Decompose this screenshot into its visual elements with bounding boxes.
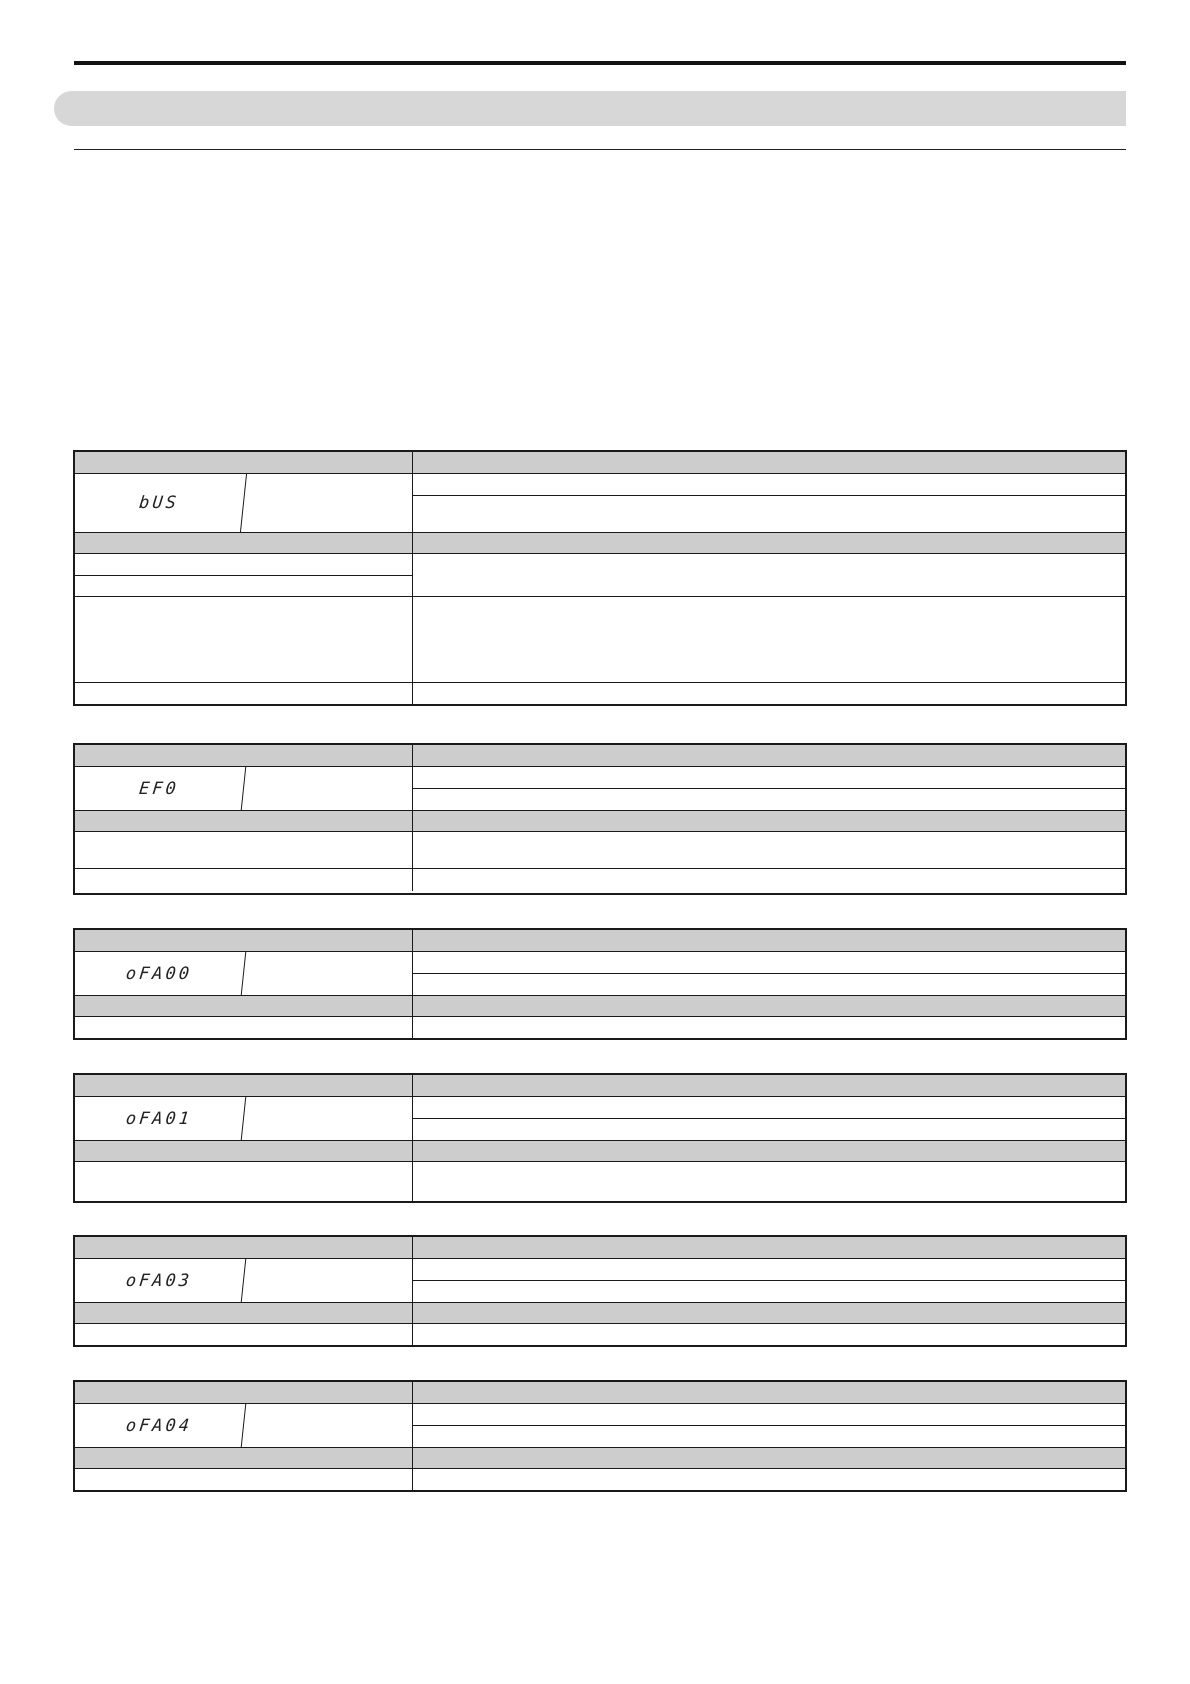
fault-table-ofa00 <box>73 928 1127 1040</box>
fault-name-cell <box>244 1259 412 1302</box>
display-cell <box>75 1404 413 1447</box>
display-cell <box>75 474 413 532</box>
cause-row <box>75 596 1125 682</box>
header-cell-name <box>413 1075 1125 1096</box>
remedy-cell <box>413 832 1125 868</box>
fault-description-cells <box>413 1259 1125 1302</box>
header-cell-name <box>413 452 1125 473</box>
remedy-cell <box>413 1162 1125 1201</box>
fault-name-cell <box>244 474 412 532</box>
description-line <box>413 1404 1125 1425</box>
header-cell-name <box>413 745 1125 766</box>
header-cell-name <box>413 930 1125 951</box>
cause-cell <box>75 1162 413 1201</box>
header-cell-cause <box>75 1448 413 1468</box>
display-cell <box>75 1259 413 1302</box>
section-heading-band <box>54 91 1126 126</box>
description-line <box>413 474 1125 495</box>
header-cell-cause <box>75 996 413 1016</box>
description-line <box>413 788 1125 810</box>
display-cell <box>75 1097 413 1140</box>
header-cell-display <box>75 930 413 951</box>
fault-description-cells <box>413 952 1125 995</box>
remedy-cell <box>413 1324 1125 1345</box>
table-header-row <box>75 745 1125 766</box>
cause-cell <box>75 683 413 704</box>
header-cell-remedy <box>413 1141 1125 1161</box>
cause-cell <box>75 1017 413 1038</box>
cause-cell <box>75 597 413 682</box>
fault-name-cell <box>244 1097 412 1140</box>
display-row <box>75 766 1125 810</box>
table-header-row <box>75 930 1125 951</box>
header-cell-display <box>75 1075 413 1096</box>
fault-table-bus <box>73 450 1127 706</box>
cause-cell <box>75 554 413 596</box>
fault-table-ofa01 <box>73 1073 1127 1203</box>
header-cell-display <box>75 745 413 766</box>
description-line <box>413 1259 1125 1280</box>
cause-row <box>75 1323 1125 1345</box>
header-cell-display <box>75 1382 413 1403</box>
description-line <box>413 1280 1125 1302</box>
cause-cell <box>75 1469 413 1490</box>
table-header-row <box>75 452 1125 473</box>
fault-code-display: oFA00 <box>73 952 247 995</box>
header-cell-remedy <box>413 996 1125 1016</box>
header-cell-name <box>413 1237 1125 1258</box>
cause-cell <box>75 869 413 891</box>
fault-name-cell <box>244 952 412 995</box>
header-cell-cause <box>75 811 413 831</box>
cause-row <box>75 1161 1125 1201</box>
header-cell-name <box>413 1382 1125 1403</box>
fault-table-ef0 <box>73 743 1127 895</box>
fault-code-display: oFA03 <box>73 1259 247 1302</box>
display-row <box>75 473 1125 532</box>
fault-description-cells <box>413 1404 1125 1447</box>
fault-table-ofa04 <box>73 1380 1127 1492</box>
remedy-cell <box>413 1017 1125 1038</box>
cause-remedy-header-row <box>75 1302 1125 1323</box>
description-line <box>413 767 1125 788</box>
top-rule <box>74 61 1126 65</box>
cause-line <box>75 575 412 597</box>
display-cell <box>75 767 413 810</box>
cause-row <box>75 682 1125 704</box>
table-header-row <box>75 1075 1125 1096</box>
fault-table-ofa03 <box>73 1235 1127 1347</box>
fault-code-display: oFA04 <box>73 1404 247 1447</box>
display-row <box>75 1258 1125 1302</box>
header-cell-remedy <box>413 533 1125 553</box>
cause-cell <box>75 1324 413 1345</box>
fault-code-display: EF0 <box>73 767 247 810</box>
fault-description-cells <box>413 1097 1125 1140</box>
remedy-cell <box>413 683 1125 704</box>
description-line <box>413 973 1125 995</box>
remedy-cell <box>413 554 1125 596</box>
fault-description-cells <box>413 474 1125 532</box>
display-row <box>75 951 1125 995</box>
remedy-cell <box>413 1469 1125 1490</box>
fault-name-cell <box>244 767 412 810</box>
header-cell-cause <box>75 533 413 553</box>
header-cell-display <box>75 1237 413 1258</box>
table-header-row <box>75 1237 1125 1258</box>
description-line <box>413 1097 1125 1118</box>
cause-row <box>75 553 1125 596</box>
cause-line <box>75 554 412 575</box>
header-cell-cause <box>75 1303 413 1323</box>
display-row <box>75 1096 1125 1140</box>
display-row <box>75 1403 1125 1447</box>
header-cell-cause <box>75 1141 413 1161</box>
remedy-cell <box>413 869 1125 891</box>
cause-row <box>75 868 1125 891</box>
cause-remedy-header-row <box>75 995 1125 1016</box>
table-header-row <box>75 1382 1125 1403</box>
remedy-cell <box>413 597 1125 682</box>
header-cell-remedy <box>413 1303 1125 1323</box>
cause-row <box>75 1016 1125 1038</box>
fault-code-display: oFA01 <box>73 1097 247 1140</box>
display-cell <box>75 952 413 995</box>
cause-cell <box>75 832 413 868</box>
section-divider <box>74 149 1126 150</box>
description-line <box>413 1118 1125 1140</box>
cause-remedy-header-row <box>75 1140 1125 1161</box>
fault-code-display: bUS <box>72 474 247 532</box>
cause-remedy-header-row <box>75 810 1125 831</box>
cause-remedy-header-row <box>75 532 1125 553</box>
description-line <box>413 952 1125 973</box>
header-cell-remedy <box>413 1448 1125 1468</box>
fault-name-cell <box>244 1404 412 1447</box>
description-line <box>413 495 1125 532</box>
cause-row <box>75 831 1125 868</box>
cause-row <box>75 1468 1125 1490</box>
header-cell-display <box>75 452 413 473</box>
header-cell-remedy <box>413 811 1125 831</box>
fault-description-cells <box>413 767 1125 810</box>
description-line <box>413 1425 1125 1447</box>
cause-remedy-header-row <box>75 1447 1125 1468</box>
